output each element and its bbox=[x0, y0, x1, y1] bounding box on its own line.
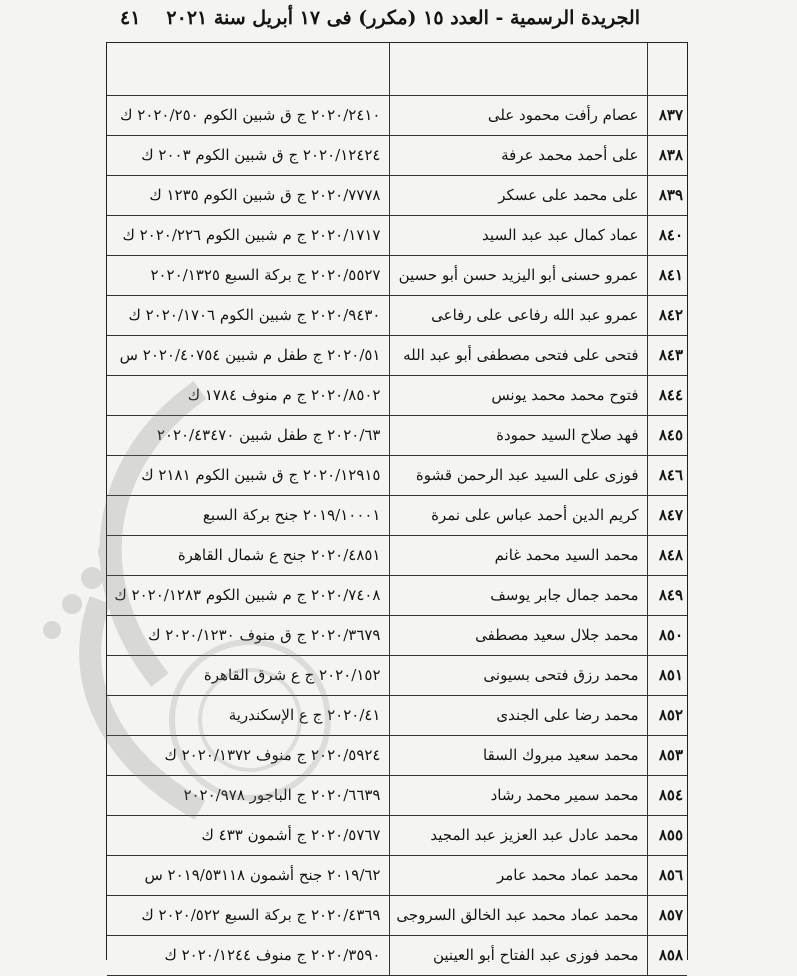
row-number: ٨٤١ bbox=[647, 255, 687, 295]
gazette-title: الجريدة الرسمية - العدد ١٥ (مكرر) فى ١٧ أبريل سنة ٢٠٢١ bbox=[166, 7, 640, 29]
row-case-reference: ٢٠٢٠/٣٦٧٩ ج ق منوف ٢٠٢٠/١٢٣٠ ك bbox=[107, 615, 389, 655]
row-number: ٨٥٦ bbox=[647, 855, 687, 895]
row-case-reference: ٢٠٢٠/٤١ ج ع الإسكندرية bbox=[107, 695, 389, 735]
row-name: عمرو عبد الله رفاعى على رفاعى bbox=[389, 295, 647, 335]
table-row bbox=[107, 215, 687, 255]
table-row bbox=[107, 895, 687, 935]
row-name: فوزى على السيد عبد الرحمن قشوة bbox=[389, 455, 647, 495]
table-row bbox=[107, 95, 687, 135]
row-name: محمد سعيد مبروك السقا bbox=[389, 735, 647, 775]
header-cell-name bbox=[389, 43, 647, 95]
row-case-reference: ٢٠٢٠/٥٩٢٤ ج منوف ٢٠٢٠/١٣٧٢ ك bbox=[107, 735, 389, 775]
row-number: ٨٣٨ bbox=[647, 135, 687, 175]
row-case-reference: ٢٠٢٠/٥١ ج طفل م شبين ٢٠٢٠/٤٠٧٥٤ س bbox=[107, 335, 389, 375]
row-number: ٨٤٧ bbox=[647, 495, 687, 535]
header-cell-case bbox=[107, 43, 389, 95]
row-case-reference: ٢٠٢٠/١٧١٧ ج م شبين الكوم ٢٠٢٠/٢٢٦ ك bbox=[107, 215, 389, 255]
table-row bbox=[107, 455, 687, 495]
table-row bbox=[107, 335, 687, 375]
row-name: عمرو حسنى أبو اليزيد حسن أبو حسين bbox=[389, 255, 647, 295]
row-case-reference: ٢٠٢٠/٧٤٠٨ ج م شبين الكوم ٢٠٢٠/١٢٨٣ ك bbox=[107, 575, 389, 615]
table-row bbox=[107, 575, 687, 615]
table-row bbox=[107, 375, 687, 415]
table-row bbox=[107, 175, 687, 215]
row-number: ٨٤٣ bbox=[647, 335, 687, 375]
table-row bbox=[107, 135, 687, 175]
row-number: ٨٤٢ bbox=[647, 295, 687, 335]
table-header-row bbox=[107, 43, 687, 95]
row-case-reference: ٢٠٢٠/٣٥٩٠ ج منوف ٢٠٢٠/١٢٤٤ ك bbox=[107, 935, 389, 975]
row-case-reference: ٢٠٢٠/٢٤١٠ ج ق شبين الكوم ٢٠٢٠/٢٥٠ ك bbox=[107, 95, 389, 135]
row-number: ٨٤٨ bbox=[647, 535, 687, 575]
table-row bbox=[107, 855, 687, 895]
table-row bbox=[107, 735, 687, 775]
records-table bbox=[106, 42, 688, 964]
row-number: ٨٥٠ bbox=[647, 615, 687, 655]
table-row bbox=[107, 815, 687, 855]
row-number: ٨٥٨ bbox=[647, 935, 687, 975]
row-name: محمد رضا على الجندى bbox=[389, 695, 647, 735]
row-case-reference: ٢٠٢٠/٩٤٣٠ ج شبين الكوم ٢٠٢٠/١٧٠٦ ك bbox=[107, 295, 389, 335]
row-name: فهد صلاح السيد حمودة bbox=[389, 415, 647, 455]
row-name: محمد جمال جابر يوسف bbox=[389, 575, 647, 615]
page-header bbox=[120, 2, 640, 34]
page-number: ٤١ bbox=[120, 7, 141, 29]
row-case-reference: ٢٠٢٠/٥٥٢٧ ج بركة السبع ٢٠٢٠/١٣٢٥ bbox=[107, 255, 389, 295]
row-name: عصام رأفت محمود على bbox=[389, 95, 647, 135]
row-case-reference: ٢٠٢٠/١٢٤٢٤ ج ق شبين الكوم ٢٠٠٣ ك bbox=[107, 135, 389, 175]
row-name: فتوح محمد محمد يونس bbox=[389, 375, 647, 415]
table-row bbox=[107, 415, 687, 455]
row-case-reference: ٢٠٢٠/٥٧٦٧ ج أشمون ٤٣٣ ك bbox=[107, 815, 389, 855]
table-row bbox=[107, 655, 687, 695]
row-number: ٨٥١ bbox=[647, 655, 687, 695]
row-name: محمد السيد محمد غانم bbox=[389, 535, 647, 575]
table-row bbox=[107, 935, 687, 975]
row-name: محمد عماد محمد عبد الخالق السروجى bbox=[389, 895, 647, 935]
row-name: كريم الدين أحمد عباس على نمرة bbox=[389, 495, 647, 535]
table-row bbox=[107, 775, 687, 815]
table-row bbox=[107, 295, 687, 335]
row-number: ٨٥٥ bbox=[647, 815, 687, 855]
row-number: ٨٥٧ bbox=[647, 895, 687, 935]
row-number: ٨٥٢ bbox=[647, 695, 687, 735]
row-name: محمد سمير محمد رشاد bbox=[389, 775, 647, 815]
row-name: محمد عادل عبد العزيز عبد المجيد bbox=[389, 815, 647, 855]
table-row bbox=[107, 695, 687, 735]
row-name: محمد عماد محمد عامر bbox=[389, 855, 647, 895]
row-number: ٨٤٦ bbox=[647, 455, 687, 495]
row-name: محمد فوزى عبد الفتاح أبو العينين bbox=[389, 935, 647, 975]
row-number: ٨٣٧ bbox=[647, 95, 687, 135]
row-name: على محمد على عسكر bbox=[389, 175, 647, 215]
row-number: ٨٤٩ bbox=[647, 575, 687, 615]
row-case-reference: ٢٠٢٠/٤٨٥١ جنح ع شمال القاهرة bbox=[107, 535, 389, 575]
row-number: ٨٤٤ bbox=[647, 375, 687, 415]
row-case-reference: ٢٠٢٠/٧٧٧٨ ج ق شبين الكوم ١٢٣٥ ك bbox=[107, 175, 389, 215]
row-case-reference: ٢٠٢٠/٦٦٣٩ ج الباجور ٢٠٢٠/٩٧٨ bbox=[107, 775, 389, 815]
table-row bbox=[107, 615, 687, 655]
row-name: عماد كمال عبد عبد السيد bbox=[389, 215, 647, 255]
row-case-reference: ٢٠٢٠/٤٣٦٩ ج بركة السبع ٢٠٢٠/٥٢٢ ك bbox=[107, 895, 389, 935]
table-row bbox=[107, 495, 687, 535]
table-row bbox=[107, 535, 687, 575]
row-case-reference: ٢٠٢٠/٦٣ ج طفل شبين ٢٠٢٠/٤٣٤٧٠ bbox=[107, 415, 389, 455]
row-number: ٨٤٠ bbox=[647, 215, 687, 255]
row-name: محمد رزق فتحى بسيونى bbox=[389, 655, 647, 695]
table-row bbox=[107, 255, 687, 295]
header-cell-number bbox=[647, 43, 687, 95]
row-case-reference: ٢٠٢٠/١٥٢ ج ع شرق القاهرة bbox=[107, 655, 389, 695]
row-case-reference: ٢٠٢٠/١٢٩١٥ ج ق شبين الكوم ٢١٨١ ك bbox=[107, 455, 389, 495]
row-case-reference: ٢٠٢٠/٨٥٠٢ ج م منوف ١٧٨٤ ك bbox=[107, 375, 389, 415]
row-name: على أحمد محمد عرفة bbox=[389, 135, 647, 175]
row-number: ٨٤٥ bbox=[647, 415, 687, 455]
row-name: فتحى على فتحى مصطفى أبو عبد الله bbox=[389, 335, 647, 375]
row-number: ٨٥٤ bbox=[647, 775, 687, 815]
row-number: ٨٥٣ bbox=[647, 735, 687, 775]
row-number: ٨٣٩ bbox=[647, 175, 687, 215]
row-case-reference: ٢٠١٩/١٠٠٠١ جنح بركة السبع bbox=[107, 495, 389, 535]
row-name: محمد جلال سعيد مصطفى bbox=[389, 615, 647, 655]
row-case-reference: ٢٠١٩/٦٢ جنح أشمون ٢٠١٩/٥٣١١٨ س bbox=[107, 855, 389, 895]
